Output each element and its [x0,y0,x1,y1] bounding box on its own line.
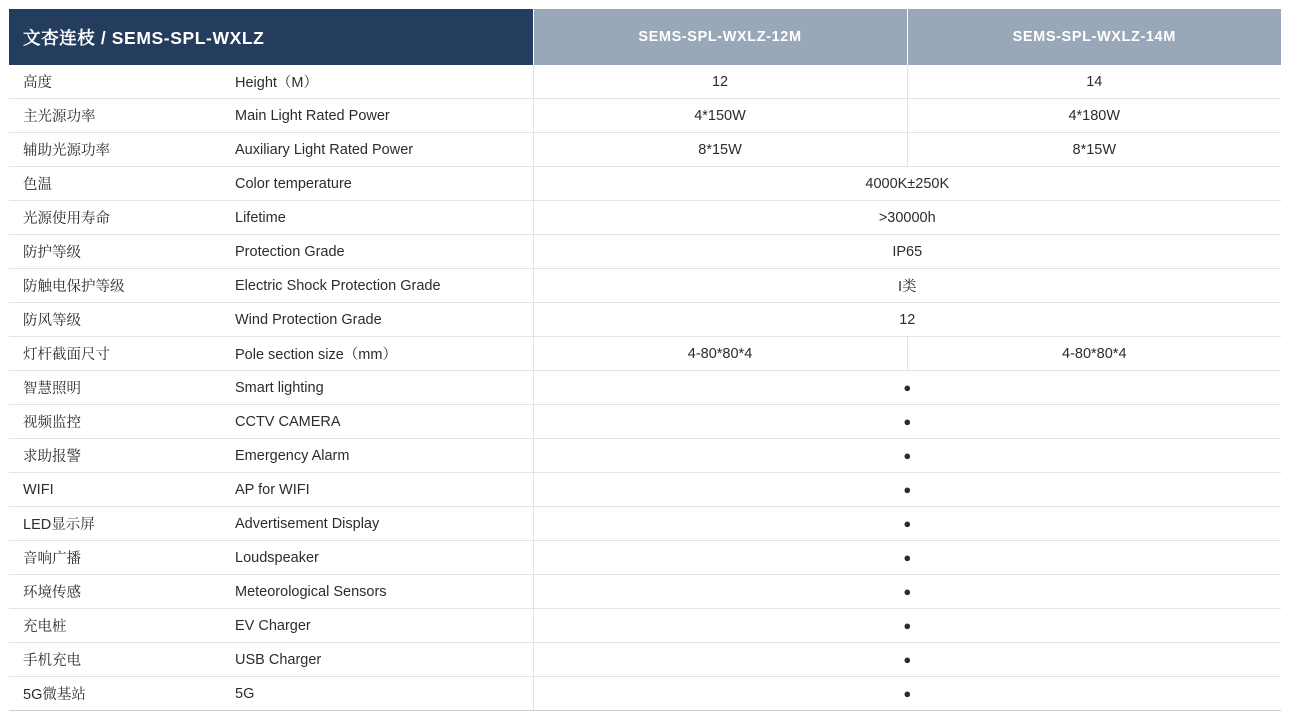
table-row [9,303,1281,337]
row-value-model-1: 12 [533,65,907,99]
row-label-cn: 灯杆截面尺寸 [9,337,227,371]
row-label-en: AP for WIFI [227,473,533,507]
row-label-cn: 5G微基站 [9,677,227,711]
table-row [9,337,1281,371]
table-row [9,473,1281,507]
row-label-en: Smart lighting [227,371,533,405]
row-value-model-2: 4*180W [907,99,1281,133]
row-value-model-1: 8*15W [533,133,907,167]
row-label-en: Wind Protection Grade [227,303,533,337]
row-label-cn: 音响广播 [9,541,227,575]
row-label-cn: 高度 [9,65,227,99]
row-label-cn: 充电桩 [9,609,227,643]
row-label-cn: 防触电保护等级 [9,269,227,303]
row-label-cn: 视频监控 [9,405,227,439]
row-label-en: 5G [227,677,533,711]
table-row [9,507,1281,541]
row-label-en: Auxiliary Light Rated Power [227,133,533,167]
row-label-en: Electric Shock Protection Grade [227,269,533,303]
row-label-en: CCTV CAMERA [227,405,533,439]
row-label-cn: 智慧照明 [9,371,227,405]
row-label-en: Lifetime [227,201,533,235]
table-row [9,133,1281,167]
table-row [9,167,1281,201]
table-row [9,609,1281,643]
table-row [9,575,1281,609]
table-row [9,541,1281,575]
feature-dot: ● [533,439,1281,473]
row-value-merged: 4000K±250K [533,167,1281,201]
row-value-model-2: 14 [907,65,1281,99]
model-column-1: SEMS-SPL-WXLZ-12M [533,9,907,65]
row-value-merged: >30000h [533,201,1281,235]
row-value-model-2: 4-80*80*4 [907,337,1281,371]
row-value-model-1: 4-80*80*4 [533,337,907,371]
row-label-en: Height（M） [227,65,533,99]
row-value-model-2: 8*15W [907,133,1281,167]
table-row [9,201,1281,235]
row-label-en: USB Charger [227,643,533,677]
table-header [9,9,1281,65]
row-label-cn: 环境传感 [9,575,227,609]
row-label-cn: 辅助光源功率 [9,133,227,167]
specification-table [9,9,1281,711]
table-row [9,439,1281,473]
row-label-en: Protection Grade [227,235,533,269]
feature-dot: ● [533,609,1281,643]
table-row [9,269,1281,303]
product-title: 文杏连枝 / SEMS-SPL-WXLZ [9,9,533,65]
row-label-cn: 色温 [9,167,227,201]
row-label-cn: 求助报警 [9,439,227,473]
row-label-en: Loudspeaker [227,541,533,575]
row-value-merged: 12 [533,303,1281,337]
row-label-en: Main Light Rated Power [227,99,533,133]
table-row [9,371,1281,405]
feature-dot: ● [533,575,1281,609]
table-body [9,65,1281,711]
feature-dot: ● [533,541,1281,575]
table-row [9,99,1281,133]
model-column-2: SEMS-SPL-WXLZ-14M [907,9,1281,65]
feature-dot: ● [533,507,1281,541]
feature-dot: ● [533,677,1281,711]
row-label-cn: 主光源功率 [9,99,227,133]
feature-dot: ● [533,371,1281,405]
table-row [9,235,1281,269]
table-row [9,65,1281,99]
table-row [9,677,1281,711]
feature-dot: ● [533,473,1281,507]
row-label-en: Meteorological Sensors [227,575,533,609]
row-label-cn: 光源使用寿命 [9,201,227,235]
row-label-cn: WIFI [9,473,227,507]
feature-dot: ● [533,643,1281,677]
row-label-cn: 手机充电 [9,643,227,677]
row-value-model-1: 4*150W [533,99,907,133]
row-label-cn: 防风等级 [9,303,227,337]
table-row [9,405,1281,439]
row-value-merged: I类 [533,269,1281,303]
row-label-en: EV Charger [227,609,533,643]
row-label-en: Pole section size（mm） [227,337,533,371]
row-label-cn: LED显示屏 [9,507,227,541]
table-row [9,643,1281,677]
row-label-en: Emergency Alarm [227,439,533,473]
row-label-en: Color temperature [227,167,533,201]
header-row [9,9,1281,65]
row-value-merged: IP65 [533,235,1281,269]
row-label-cn: 防护等级 [9,235,227,269]
row-label-en: Advertisement Display [227,507,533,541]
feature-dot: ● [533,405,1281,439]
